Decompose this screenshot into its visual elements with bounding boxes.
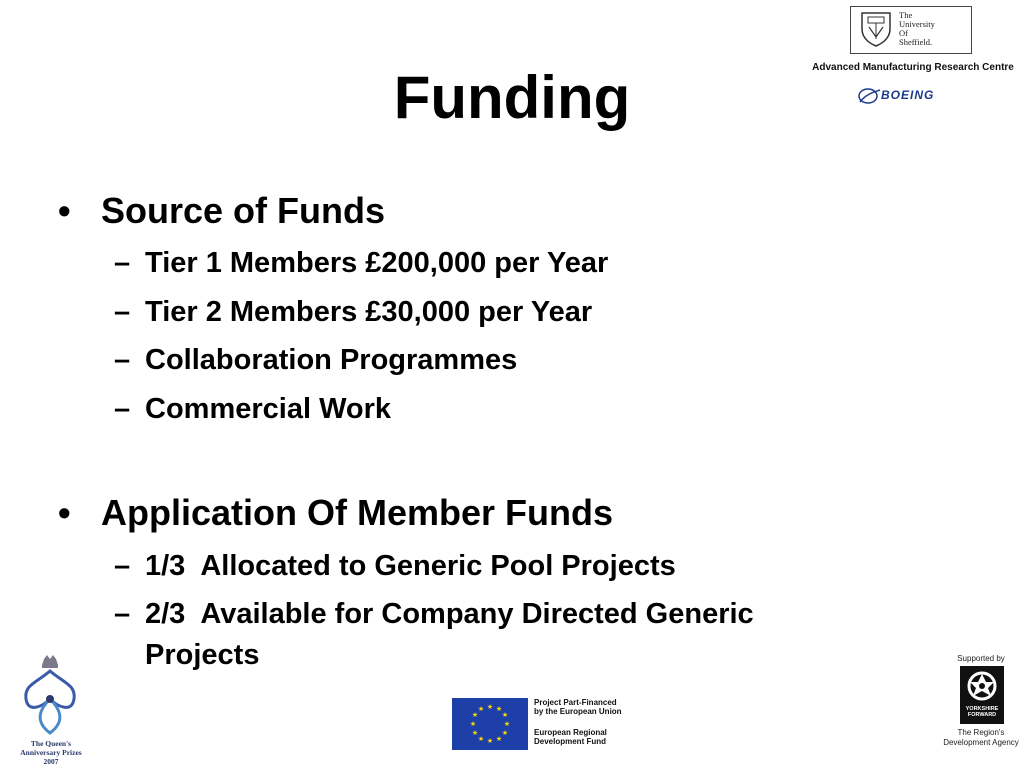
eu-flag-icon xyxy=(452,698,528,750)
university-line: University xyxy=(899,19,935,29)
dash-glyph: – xyxy=(114,247,131,279)
amrc-name: Advanced Manufacturing Research Centre xyxy=(812,62,1014,73)
bullet-glyph: • xyxy=(58,190,71,231)
eu-text-line: European Regional xyxy=(534,728,607,737)
yf-badge-line: YORKSHIRE xyxy=(965,706,999,712)
svg-text:★: ★ xyxy=(486,737,494,745)
list-item: 1/3 Allocated to Generic Pool Projects xyxy=(145,550,676,582)
dash-glyph: – xyxy=(114,598,131,630)
svg-text:★: ★ xyxy=(471,711,479,719)
queens-prize-line: 2007 xyxy=(43,757,59,766)
eu-text-line: Development Fund xyxy=(534,737,607,746)
list-item: Collaboration Programmes xyxy=(145,344,518,376)
eu-text-line: by the European Union xyxy=(534,707,622,716)
yf-tagline-line: The Region's xyxy=(957,728,1005,737)
university-crest-icon xyxy=(859,11,893,47)
university-line: Sheffield. xyxy=(899,37,933,47)
amrc-logo xyxy=(808,4,1016,108)
queens-prize-line: The Queen's xyxy=(30,739,72,748)
svg-text:★: ★ xyxy=(477,735,485,743)
dash-glyph: – xyxy=(114,296,131,328)
university-line: Of xyxy=(899,28,908,38)
yorkshire-forward-logo xyxy=(942,652,1020,756)
rose-icon xyxy=(960,666,1004,706)
queens-prize-line: Anniversary Prizes xyxy=(20,748,82,757)
slide-title: Funding xyxy=(393,64,631,131)
svg-text:★: ★ xyxy=(501,729,509,737)
yorkshire-forward-badge xyxy=(960,666,1004,724)
list-item: 2/3 Available for Company Directed Generic xyxy=(145,598,754,630)
svg-text:★: ★ xyxy=(486,703,494,711)
bullet-glyph: • xyxy=(58,492,71,533)
list-item: Commercial Work xyxy=(145,393,392,425)
university-line: The xyxy=(899,10,913,20)
yf-tagline-line: Development Agency xyxy=(943,738,1019,747)
eu-text-line: Project Part-Financed xyxy=(534,698,617,707)
svg-text:★: ★ xyxy=(503,720,511,728)
section-heading: Application Of Member Funds xyxy=(101,492,614,533)
list-item: Tier 1 Members £200,000 per Year xyxy=(145,247,609,279)
supported-by-label: Supported by xyxy=(957,654,1005,663)
svg-text:★: ★ xyxy=(501,711,509,719)
eu-funding-logo xyxy=(452,696,632,752)
yf-badge-line: FORWARD xyxy=(967,712,997,718)
list-item: Tier 2 Members £30,000 per Year xyxy=(145,296,593,328)
dash-glyph: – xyxy=(114,344,131,376)
svg-text:★: ★ xyxy=(477,705,485,713)
queens-prize-emblem-icon xyxy=(6,655,96,739)
university-of-sheffield-logo xyxy=(850,6,972,54)
section-heading: Source of Funds xyxy=(101,190,386,231)
list-item-continuation: Projects xyxy=(145,639,260,671)
dash-glyph: – xyxy=(114,393,131,425)
boeing-wordmark: BOEING xyxy=(881,88,935,102)
queens-anniversary-prizes-logo xyxy=(6,655,96,765)
svg-text:★: ★ xyxy=(471,729,479,737)
dash-glyph: – xyxy=(114,550,131,582)
svg-text:★: ★ xyxy=(495,735,503,743)
svg-text:★: ★ xyxy=(469,720,477,728)
svg-text:★: ★ xyxy=(495,705,503,713)
